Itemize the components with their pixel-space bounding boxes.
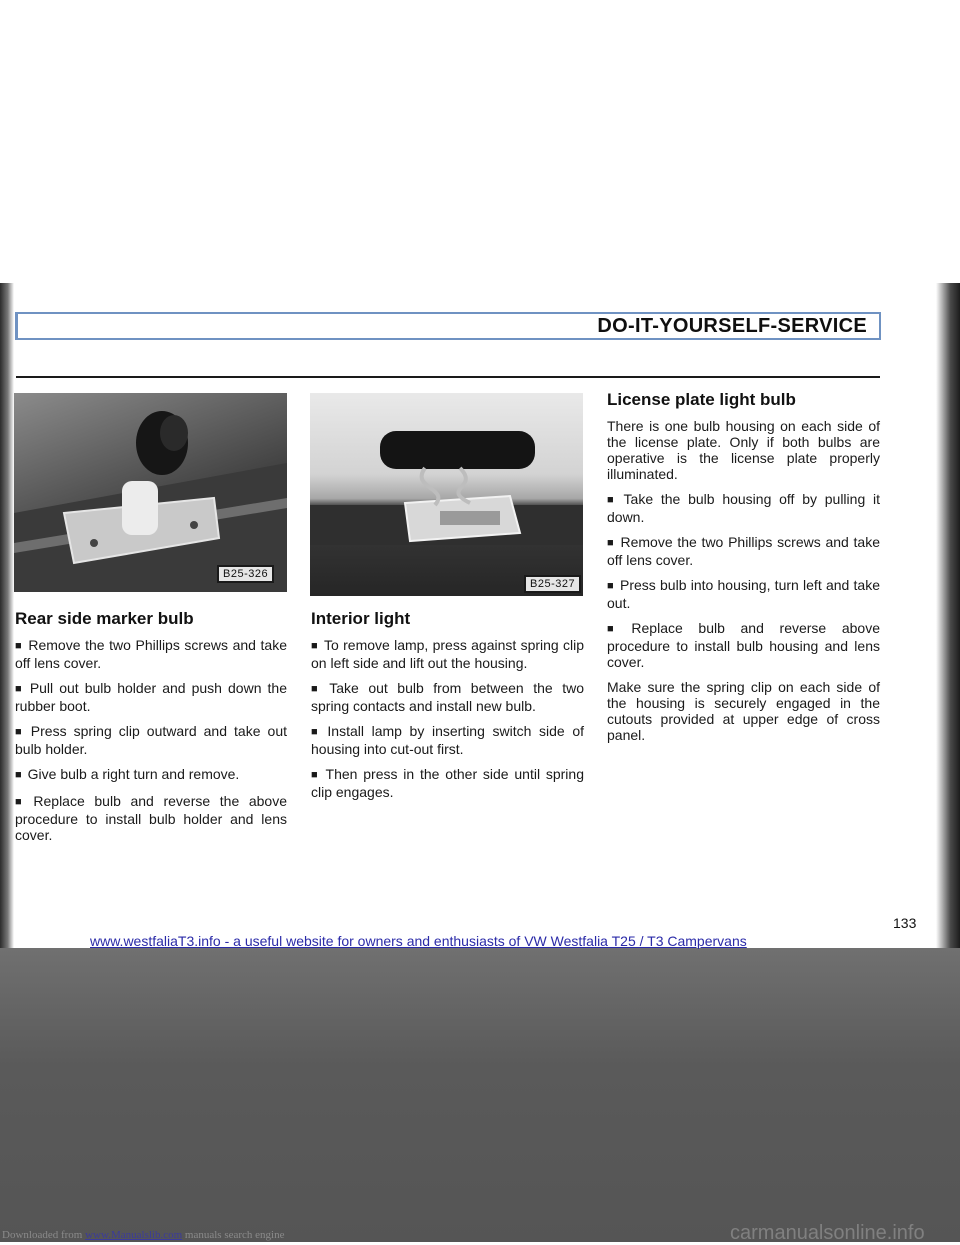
license-plate-intro: There is one bulb housing on each side of the license plate. Only if both bulbs are operative is the license plate properly illuminated. [607, 418, 880, 482]
scan-background [0, 948, 960, 1242]
list-item: ■ Replace bulb and reverse the above procedure to install bulb holder and lens cover. [15, 793, 287, 843]
list-item: ■ Replace bulb and reverse above procedure to install bulb housing and lens cover. [607, 620, 880, 670]
photo-tag-2: B25-327 [524, 575, 581, 593]
list-item: ■ Take the bulb housing off by pulling it down. [607, 491, 880, 525]
download-prefix: Downloaded from [2, 1229, 83, 1241]
license-plate-heading: License plate light bulb [607, 390, 796, 409]
download-notice [2, 1229, 284, 1241]
license-plate-note: Make sure the spring clip on each side of the housing is securely engaged in the cutouts provided at upper edge of cross panel. [607, 679, 880, 743]
list-item: ■ Install lamp by inserting switch side of housing into cut-out first. [311, 723, 584, 757]
photo-tag-1: B25-326 [217, 565, 274, 583]
list-item: ■ Press bulb into housing, turn left and take out. [607, 577, 880, 611]
interior-light-column [311, 637, 584, 809]
list-item: ■ To remove lamp, press against spring clip on left side and lift out the housing. [311, 637, 584, 671]
rear-marker-heading: Rear side marker bulb [15, 609, 194, 628]
header-rule [16, 376, 880, 378]
interior-light-illustration [310, 393, 583, 596]
left-page-shadow [0, 283, 14, 948]
rear-marker-photo [14, 393, 287, 592]
top-strip [0, 0, 960, 14]
page-title: DO-IT-YOURSELF-SERVICE [597, 315, 867, 337]
section-header [15, 312, 881, 340]
manualslib-link[interactable]: www.Manualslib.com [85, 1229, 183, 1241]
interior-light-heading: Interior light [311, 609, 411, 628]
website-link[interactable]: www.westfaliaT3.info - a useful website for owners and enthusiasts of VW Westfalia T25 / T3 Campervans [90, 933, 747, 949]
watermark: carmanualsonline.info [730, 1222, 925, 1244]
list-item: ■ Press spring clip outward and take out bulb holder. [15, 723, 287, 757]
list-item: ■ Pull out bulb holder and push down the rubber boot. [15, 680, 287, 714]
list-item: ■ Then press in the other side until spring clip engages. [311, 766, 584, 800]
list-item: ■ Remove the two Phillips screws and take off lens cover. [15, 637, 287, 671]
right-page-shadow [936, 283, 960, 948]
license-plate-column [607, 418, 880, 752]
list-item: ■ Remove the two Phillips screws and take off lens cover. [607, 534, 880, 568]
download-suffix: manuals search engine [184, 1229, 285, 1241]
rear-marker-illustration [14, 393, 287, 592]
list-item: ■ Take out bulb from between the two spring contacts and install new bulb. [311, 680, 584, 714]
page-number: 133 [893, 915, 917, 931]
interior-light-photo [310, 393, 583, 596]
rear-marker-column [15, 637, 287, 852]
list-item: ■ Give bulb a right turn and remove. [15, 766, 287, 784]
